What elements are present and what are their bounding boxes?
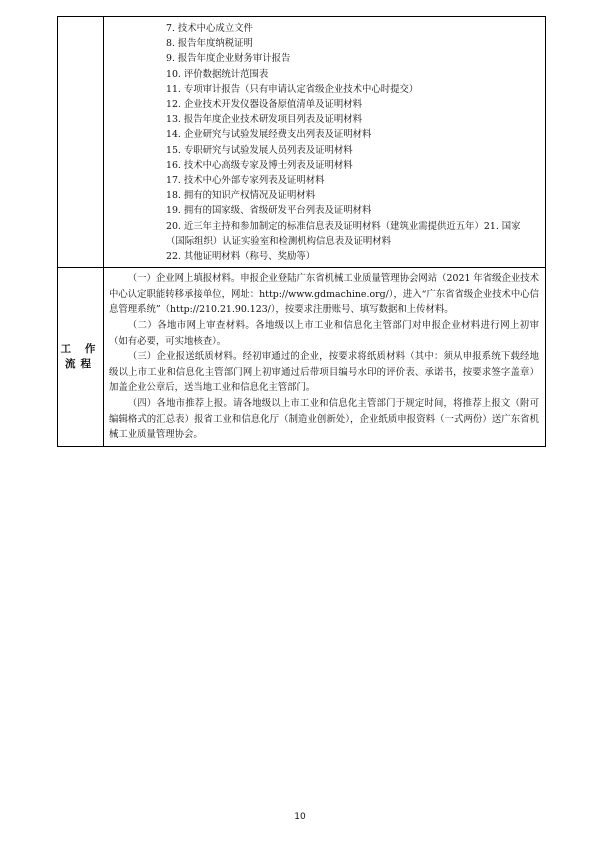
workflow-step-2: （二）各地市网上审查材料。各地级以上市工业和信息化主管部门对申报企业材料进行网上初审（如有必要，可实地核查）。 <box>109 320 539 347</box>
page-number: 10 <box>294 812 306 822</box>
list-item-20-21: 20. 近三年主持和参加制定的标准信息表及证明材料（建筑业需提供近五年）21. 国家（国际组织）认证实验室和检测机构信息表及证明材料 <box>166 220 521 247</box>
list-item: 15. 专职研究与试验发展人员列表及证明材料 <box>166 144 353 156</box>
list-item: 14. 企业研究与试验发展经费支出列表及证明材料 <box>166 129 372 141</box>
workflow-step-4: （四）各地市推荐上报。请各地级以上市工业和信息化主管部门于规定时间，将推荐上报文（附可编辑格式的汇总表）报省工业和信息化厅（制造业创新处），企业纸质申报资料（一式两份）送广东省机械工业质量管理协会。 <box>109 398 539 441</box>
list-item: 8. 报告年度纳税证明 <box>166 38 253 50</box>
document-table <box>57 16 546 447</box>
workflow-step-3: （三）企业报送纸质材料。经初审通过的企业，按要求将纸质材料（其中：须从申报系统下载经地级以上市工业和信息化主管部门网上初审通过后带项目编号水印的评价表、承诺书，按要求签字盖章）加盖企业公章后，送当地工业和信息化主管部门。 <box>109 351 539 394</box>
materials-row <box>58 17 546 268</box>
list-item: 19. 拥有的国家级、省级研发平台列表及证明材料 <box>166 205 372 217</box>
workflow-label-line2: 流程 <box>65 358 96 371</box>
list-item: 10. 评价数据统计范围表 <box>166 68 269 80</box>
list-item: 17. 技术中心外部专家列表及证明材料 <box>166 175 325 187</box>
list-item: 9. 报告年度企业财务审计报告 <box>166 53 291 65</box>
workflow-step-1: （一）企业网上填报材料。申报企业登陆广东省机械工业质量管理协会网站（2021 年省级企业技术中心认定职能转移承接单位，网址：http://www.gdmachine.org/），进入“广东省省级企业技术中心信息管理系统”（http://210.21.90.123/），按要求注册账号、填写数据和上传材料。 <box>109 273 540 316</box>
workflow-label-cell <box>58 268 104 447</box>
list-item: 7. 技术中心成立文件 <box>166 23 253 34</box>
list-item-22: 22. 其他证明材料（称号、奖励等） <box>166 251 316 263</box>
list-item: 16. 技术中心高级专家及博士列表及证明材料 <box>166 159 353 171</box>
list-item: 12. 企业技术开发仪器设备原值清单及证明材料 <box>166 99 363 111</box>
materials-label-cell <box>58 17 104 268</box>
materials-list-cell <box>104 17 546 268</box>
list-item: 11. 专项审计报告（只有申请认定省级企业技术中心时提交） <box>166 83 419 95</box>
workflow-row <box>58 268 546 447</box>
list-item: 13. 报告年度企业技术研发项目列表及证明材料 <box>166 114 363 126</box>
workflow-label-line1: 工 作 <box>60 343 101 356</box>
workflow-content-cell <box>104 268 546 447</box>
list-item: 18. 拥有的知识产权情况及证明材料 <box>166 190 316 202</box>
